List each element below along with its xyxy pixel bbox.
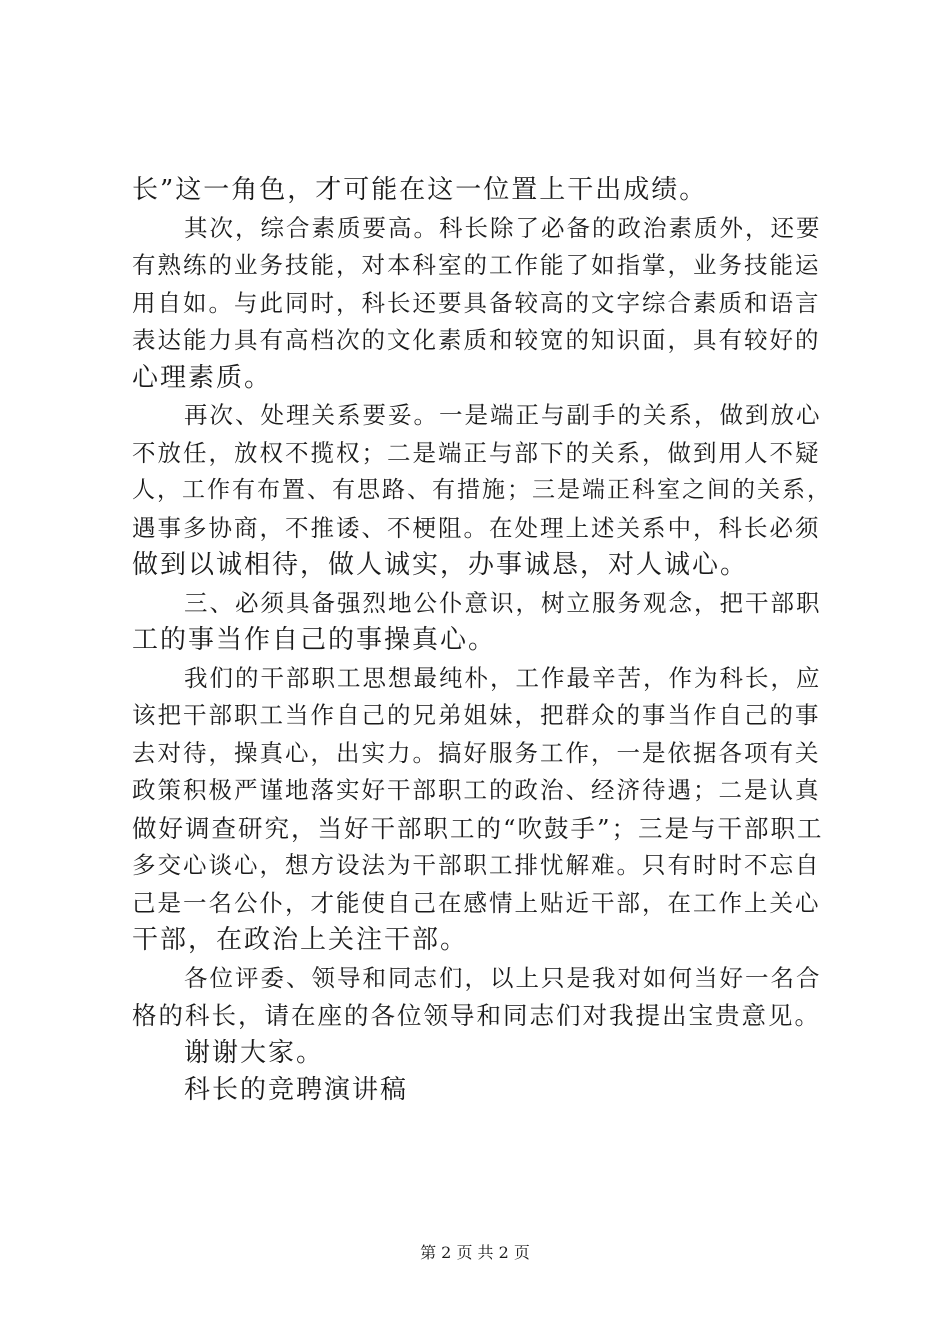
text-line: 多交心谈心，想方设法为干部职工排忧解难。只有时时不忘自	[132, 851, 821, 879]
text-line: 己是一名公仆，才能使自己在感情上贴近干部，在工作上关心	[132, 888, 821, 917]
text-line: 该把干部职工当作自己的兄弟姐妹，把群众的事当作自己的事	[132, 701, 821, 729]
text-line: 其次，综合素质要高。科长除了必备的政治素质外，还要	[184, 213, 822, 242]
text-line: 遇事多协商，不推诿、不梗阻。在处理上述关系中，科长必须	[132, 513, 821, 542]
text-line: 谢谢大家。	[184, 1037, 325, 1068]
text-line: 我们的干部职工思想最纯朴，工作最辛苦，作为科长，应	[184, 663, 822, 692]
text-line: 格的科长，请在座的各位领导和同志们对我提出宝贵意见。	[132, 1001, 821, 1030]
text-line: 去对待，操真心，出实力。搞好服务工作，一是依据各项有关	[132, 738, 821, 767]
document-body	[132, 172, 832, 1110]
text-line: 干部，在政治上关注干部。	[132, 925, 469, 955]
text-line: 工的事当作自己的事操真心。	[132, 625, 497, 655]
text-line: 长”这一角色，才可能在这一位置上干出成绩。	[132, 175, 708, 205]
page-footer: 第 2 页 共 2 页	[420, 1243, 530, 1262]
text-line: 表达能力具有高档次的文化素质和较宽的知识面，具有较好的	[132, 326, 821, 354]
text-line: 用自如。与此同时，科长还要具备较高的文字综合素质和语言	[132, 288, 821, 317]
text-line: 三、必须具备强烈地公仆意识，树立服务观念，把干部职	[184, 588, 822, 617]
text-line: 有熟练的业务技能，对本科室的工作能了如指掌，业务技能运	[132, 251, 821, 279]
text-line: 不放任，放权不揽权；二是端正与部下的关系，做到用人不疑	[132, 438, 821, 467]
text-line: 再次、处理关系要妥。一是端正与副手的关系，做到放心	[184, 401, 822, 429]
text-line: 科长的竞聘演讲稿	[184, 1075, 409, 1105]
text-line: 人，工作有布置、有思路、有措施；三是端正科室之间的关系，	[132, 477, 832, 503]
text-line: 做好调查研究，当好干部职工的“吹鼓手”；三是与干部职工	[132, 813, 824, 843]
text-line: 做到以诚相待，做人诚实，办事诚恳，对人诚心。	[132, 550, 749, 580]
text-line: 各位评委、领导和同志们，以上只是我对如何当好一名合	[184, 963, 822, 992]
text-line: 政策积极严谨地落实好干部职工的政治、经济待遇；二是认真	[132, 776, 821, 804]
text-line: 心理素质。	[132, 362, 273, 393]
